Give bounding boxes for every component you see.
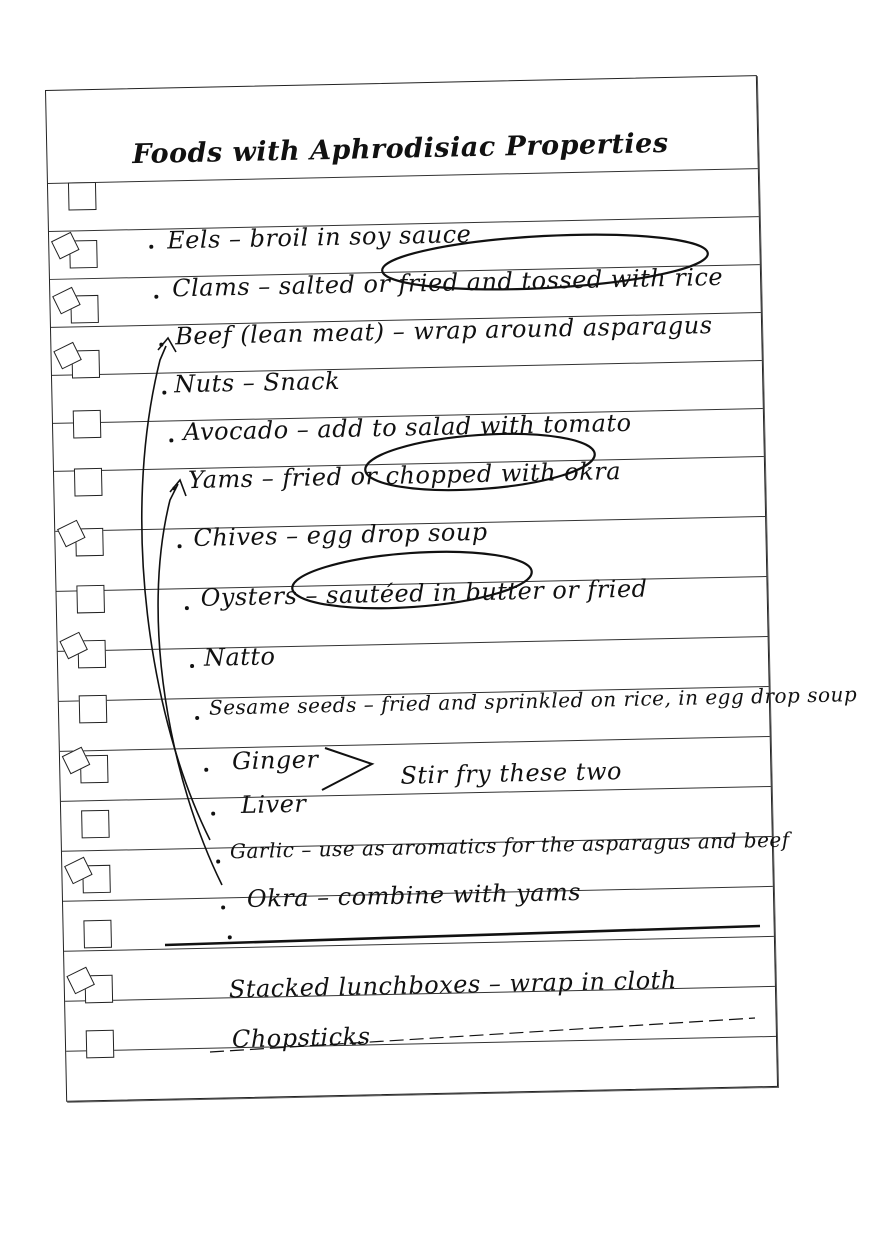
item-food: Oysters xyxy=(200,581,298,612)
item-separator: – xyxy=(220,224,250,254)
list-item xyxy=(232,745,319,775)
item-food: Garlic xyxy=(229,837,295,864)
extra-detail: wrap in cloth xyxy=(509,965,678,998)
bullet-dot xyxy=(172,486,176,490)
bullet-dot xyxy=(169,438,173,442)
list-item xyxy=(209,682,858,720)
ruled-line xyxy=(58,636,768,652)
note-title: Foods with Aphrodisiac Properties xyxy=(132,127,669,171)
item-food: Sesame seeds xyxy=(208,692,358,720)
extra-label: Chopsticks xyxy=(231,1022,371,1054)
binder-hole xyxy=(83,920,112,949)
item-separator: – xyxy=(308,883,339,912)
item-separator: – xyxy=(294,837,319,862)
binder-hole xyxy=(79,695,108,724)
item-separator: – xyxy=(277,521,308,551)
binder-hole xyxy=(81,810,110,839)
item-food: Yams xyxy=(187,464,254,495)
bullet-dot xyxy=(159,343,163,347)
list-item xyxy=(172,263,723,303)
list-item xyxy=(230,828,790,864)
list-item xyxy=(204,642,276,671)
item-separator: – xyxy=(297,581,327,610)
item-prep: salted or fried and tossed with rice xyxy=(278,262,724,301)
bullet-dot xyxy=(185,606,189,610)
binder-hole-torn xyxy=(85,975,114,1004)
bullet-dot xyxy=(149,245,153,249)
list-item xyxy=(174,367,340,398)
list-item xyxy=(167,220,472,254)
item-food: Liver xyxy=(240,789,307,820)
bullet-dot xyxy=(162,391,166,395)
bullet-dot xyxy=(195,716,199,720)
ruled-line xyxy=(60,736,770,752)
item-prep: wrap around asparagus xyxy=(413,311,713,346)
item-food: Clams xyxy=(171,272,251,303)
list-item xyxy=(247,878,582,913)
item-separator: – xyxy=(384,317,414,346)
bullet-dot xyxy=(221,905,225,909)
list-item xyxy=(241,790,307,819)
binder-hole-torn xyxy=(82,865,111,894)
item-prep: fried or chopped with okra xyxy=(282,457,622,493)
binder-hole xyxy=(76,585,105,614)
list-item xyxy=(193,518,488,552)
item-prep: use as aromatics for the asparagus and beef xyxy=(318,827,790,862)
item-prep: fried and sprinkled on rice, in egg drop soup xyxy=(380,682,858,717)
item-prep: egg drop soup xyxy=(306,517,488,550)
ruled-line xyxy=(64,936,774,952)
ruled-line xyxy=(52,360,762,376)
item-prep: broil in soy sauce xyxy=(249,220,472,253)
item-separator: – xyxy=(356,692,382,717)
ruled-line xyxy=(66,1036,776,1052)
bullet-dot xyxy=(228,935,232,939)
item-prep: add to salad with tomato xyxy=(317,408,632,444)
extra-item xyxy=(229,966,677,1003)
binder-hole-torn xyxy=(69,240,98,269)
item-food: Okra xyxy=(246,883,310,913)
item-separator: – xyxy=(249,272,280,301)
list-item xyxy=(188,457,621,494)
item-prep: sautéed in butter or fried xyxy=(325,574,648,610)
ruled-line xyxy=(48,168,758,184)
item-food: Chives xyxy=(193,522,279,552)
extra-separator: – xyxy=(480,969,510,999)
binder-hole-torn xyxy=(75,528,104,557)
item-food: Eels xyxy=(166,225,222,255)
binder-hole xyxy=(73,410,102,439)
notebook-page xyxy=(45,75,858,1102)
binder-hole-torn xyxy=(78,640,107,669)
extra-item xyxy=(232,1022,371,1053)
binder-hole-torn xyxy=(70,295,99,324)
binder-hole-torn xyxy=(71,350,100,379)
item-separator: – xyxy=(234,368,264,398)
binder-hole xyxy=(86,1030,115,1059)
extra-label: Stacked lunchboxes xyxy=(228,970,482,1004)
item-food: Ginger xyxy=(231,745,319,776)
item-food: Natto xyxy=(203,642,276,672)
binder-hole xyxy=(68,182,97,211)
bullet-dot xyxy=(204,768,208,772)
item-separator: – xyxy=(288,415,318,444)
item-food: Nuts xyxy=(173,369,235,399)
item-prep: Snack xyxy=(263,366,341,397)
list-item xyxy=(200,574,647,611)
bullet-dot xyxy=(154,295,158,299)
list-item xyxy=(175,311,713,350)
item-food: Beef (lean meat) xyxy=(174,317,385,351)
bullet-dot xyxy=(216,860,220,864)
item-food: Avocado xyxy=(182,415,289,447)
list-item xyxy=(183,409,632,446)
bullet-dot xyxy=(178,544,182,548)
item-separator: – xyxy=(253,464,283,493)
bullet-dot xyxy=(211,812,215,816)
bracket-note: Stir fry these two xyxy=(400,757,623,790)
item-prep: combine with yams xyxy=(337,877,582,912)
bullet-dot xyxy=(190,664,194,668)
binder-hole xyxy=(74,468,103,497)
binder-hole-torn xyxy=(80,755,109,784)
